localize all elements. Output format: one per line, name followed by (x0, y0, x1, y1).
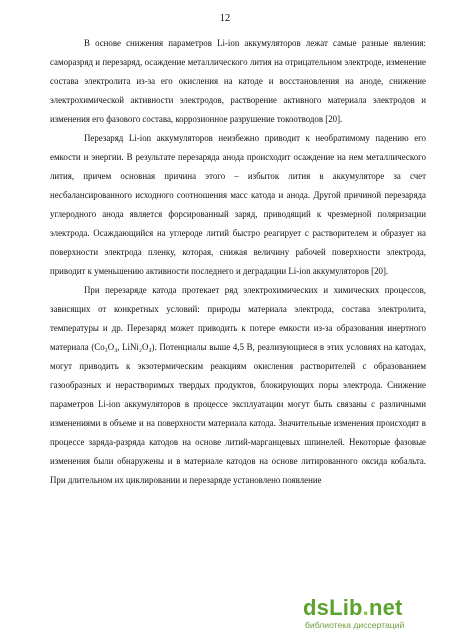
watermark-logo (303, 596, 403, 620)
paragraph-1: В основе снижения параметров Li-ion аккумуляторов лежат самые разные явления: саморазряд и перезаряд, осаждение металлического лития на отрицательном электроде, изменение состава электролита из-за его окисления на катоде и восстановления на аноде, снижение электрохимической активности электродов, растворение активного материала электродов и изменения его фазового состава, коррозионное разрушение токоотводов [20]. (50, 38, 426, 124)
paragraph-2: Перезаряд Li-ion аккумуляторов неизбежно приводит к необратимому падению его емкости и энергии. В результате перезаряда анода происходит осаждение на нем металлического лития, причем основная причина этого – избыток лития в аккумуляторе за счет несбалансированного исходного соотношения масс катода и анода. Другой причиной перезаряда углеродного анода является форсированный заряд, приводящий к чрезмерной поляризации электрода. Осаждающийся на углероде литий быстро реагирует с растворителем и образует на поверхности электрода пленку, которая, снижая величину рабочей поверхности электрода, приводит к уменьшению активности последнего и деградации Li-ion аккумуляторов [20]. (50, 133, 426, 276)
watermark-logo-main: dsLib (303, 595, 363, 620)
watermark-logo-dot: . (362, 595, 369, 620)
paragraph-3: При перезаряде катода протекает ряд электрохимических и химических процессов, зависящих от конкретных условий: природы материала электрода, состава электролита, температуры и др. Перезаряд может приводить к потере емкости из-за образования инертного материала (Co₃O₄, LiNi₂O₄). Потенциалы выше 4,5 В, реализующиеся в этих условиях на катодах, могут приводить к экзотермическим реакциям окисления растворителей с образованием газообразных и нерастворимых твердых продуктов, блокирующих поры электрода. Снижение параметров Li-ion аккумуляторов в процессе эксплуатации могут быть связаны с различными изменениями в объеме и на поверхности материала катода. Значительные изменения происходят в процессе заряда-разряда катодов на основе литий-марганцевых шпинелей. Некоторые фазовые изменения были обнаружены и в материале катодов на основе литированного оксида кобальта. При длительном их циклировании и перезаряде установлено появление (50, 285, 426, 485)
page-number: 12 (219, 13, 231, 24)
document-body (50, 34, 426, 490)
dslib-watermark (303, 596, 443, 632)
watermark-subtitle: библиотека диссертаций (305, 620, 405, 630)
watermark-logo-tld: net (368, 595, 403, 620)
